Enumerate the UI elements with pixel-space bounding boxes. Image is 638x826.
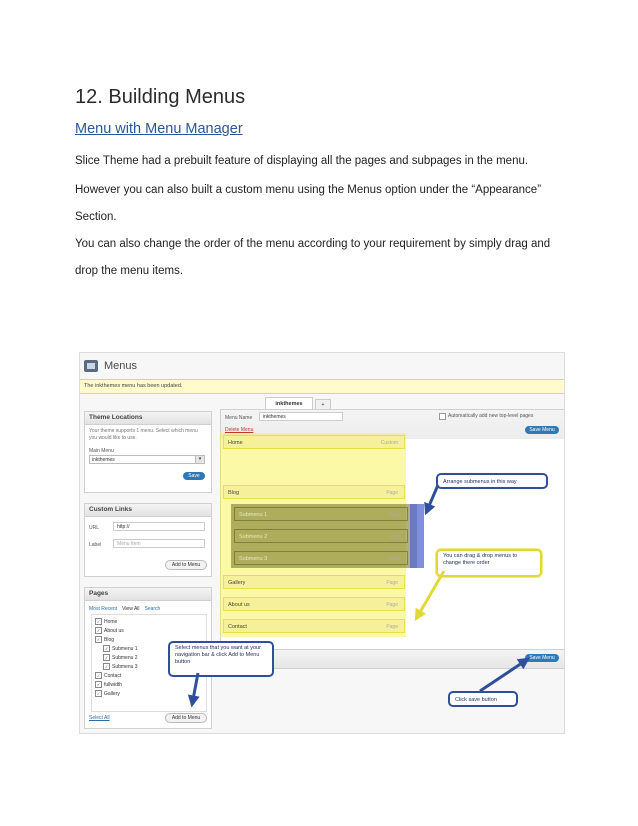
- list-item[interactable]: ✓ Submenu 2: [104, 654, 138, 661]
- menu-item-about-us[interactable]: About us Page: [223, 597, 405, 611]
- arrow-select: [192, 673, 198, 705]
- menu-name-label: Menu Name: [225, 415, 253, 421]
- label-input[interactable]: Menu Item: [113, 539, 205, 548]
- custom-links-title[interactable]: Custom Links: [85, 504, 211, 517]
- menu-item-submenu-2[interactable]: Submenu 2 Page: [234, 529, 408, 543]
- pages-title[interactable]: Pages: [85, 588, 211, 601]
- tab-most-recent[interactable]: Most Recent: [89, 606, 118, 612]
- checkbox-icon: ✓: [96, 682, 101, 687]
- list-item[interactable]: ✓ Contact: [96, 672, 122, 679]
- add-pages-button[interactable]: Add to Menu: [165, 713, 207, 723]
- tab-view-all[interactable]: View All: [122, 606, 140, 612]
- theme-locations-help: Your theme supports 1 menu. Select which menu you would like to use.: [89, 428, 198, 441]
- list-item[interactable]: ✓ About us: [96, 627, 124, 634]
- save-menu-button-bottom[interactable]: Save Menu: [525, 654, 559, 662]
- paragraph-2: However you can also built a custom menu using the Menus option under the “Appearance”: [75, 184, 542, 196]
- update-notice: The inkthemes menu has been updated.: [80, 379, 564, 394]
- menu-item-blog[interactable]: Blog Page: [223, 485, 405, 499]
- checkbox-icon: ✓: [96, 673, 101, 678]
- add-menu-tab[interactable]: +: [315, 399, 331, 410]
- callout-save: Click save button: [448, 691, 518, 707]
- menus-title: Menus: [104, 360, 138, 372]
- section-subheading: Menu with Menu Manager: [75, 121, 243, 137]
- save-locations-button[interactable]: Save: [183, 472, 205, 480]
- menus-screenshot: [79, 352, 565, 734]
- paragraph-3: Section.: [75, 211, 117, 223]
- checkbox-icon: ✓: [104, 655, 109, 660]
- checkbox-icon: ✓: [104, 646, 109, 651]
- callout-drag: You can drag & drop menus to change there order: [436, 549, 542, 577]
- auto-add-label: Automatically add new top-level pages: [448, 413, 534, 419]
- main-menu-label: Main Menu: [89, 448, 114, 454]
- annotation-arrows: [80, 353, 565, 734]
- list-item[interactable]: ✓ Submenu 3: [104, 663, 138, 670]
- menu-item-gallery[interactable]: Gallery Page: [223, 575, 405, 589]
- menu-item-submenu-3[interactable]: Submenu 3 Page: [234, 551, 408, 565]
- save-menu-button-top[interactable]: Save Menu: [525, 426, 559, 434]
- arrow-save: [480, 659, 528, 691]
- list-item[interactable]: ✓ Gallery: [96, 690, 120, 697]
- page-heading: 12. Building Menus: [75, 86, 246, 108]
- arrow-arrange: [426, 485, 438, 513]
- url-input[interactable]: http://: [113, 522, 205, 531]
- callout-select: Select menus that you want at your navigation bar & click Add to Menu button: [168, 641, 274, 677]
- checkbox-icon: ✓: [104, 664, 109, 669]
- arrow-drag: [416, 571, 444, 619]
- paragraph-5: drop the menu items.: [75, 265, 184, 277]
- url-label: URL: [89, 525, 100, 531]
- menu-tab-inkthemes[interactable]: inkthemes: [265, 397, 313, 410]
- menu-name-input[interactable]: inkthemes: [259, 412, 343, 421]
- checkbox-icon: ✓: [96, 637, 101, 642]
- list-item[interactable]: ✓ Home: [96, 618, 118, 625]
- main-menu-select-value: inkthemes: [92, 457, 115, 463]
- list-item[interactable]: ✓ Submenu 1: [104, 645, 138, 652]
- checkbox-icon: ✓: [96, 628, 101, 633]
- label-label: Label: [89, 542, 102, 548]
- callout-arrange: Arrange submenus in this way: [436, 473, 548, 489]
- theme-locations-title[interactable]: Theme Locations: [85, 412, 211, 425]
- paragraph-1: Slice Theme had a prebuilt feature of displaying all the pages and subpages in the menu.: [75, 155, 529, 167]
- tab-search[interactable]: Search: [144, 606, 161, 612]
- checkbox-icon: ✓: [96, 691, 101, 696]
- list-item[interactable]: ✓ Blog: [96, 636, 115, 643]
- delete-menu-link[interactable]: Delete Menu: [225, 427, 254, 433]
- menu-item-home[interactable]: Home Custom: [223, 435, 405, 449]
- add-custom-link-button[interactable]: Add to Menu: [165, 560, 207, 570]
- checkbox-icon: ✓: [96, 619, 101, 624]
- chevron-down-icon: ▾: [195, 456, 204, 463]
- menu-item-contact[interactable]: Contact Page: [223, 619, 405, 633]
- select-all-link[interactable]: Select All: [89, 715, 110, 721]
- paragraph-4: You can also change the order of the menu according to your requirement by simply drag and: [75, 238, 551, 250]
- list-item[interactable]: ✓ fullwidth: [96, 681, 123, 688]
- menu-item-submenu-1[interactable]: Submenu 1 Page: [234, 507, 408, 521]
